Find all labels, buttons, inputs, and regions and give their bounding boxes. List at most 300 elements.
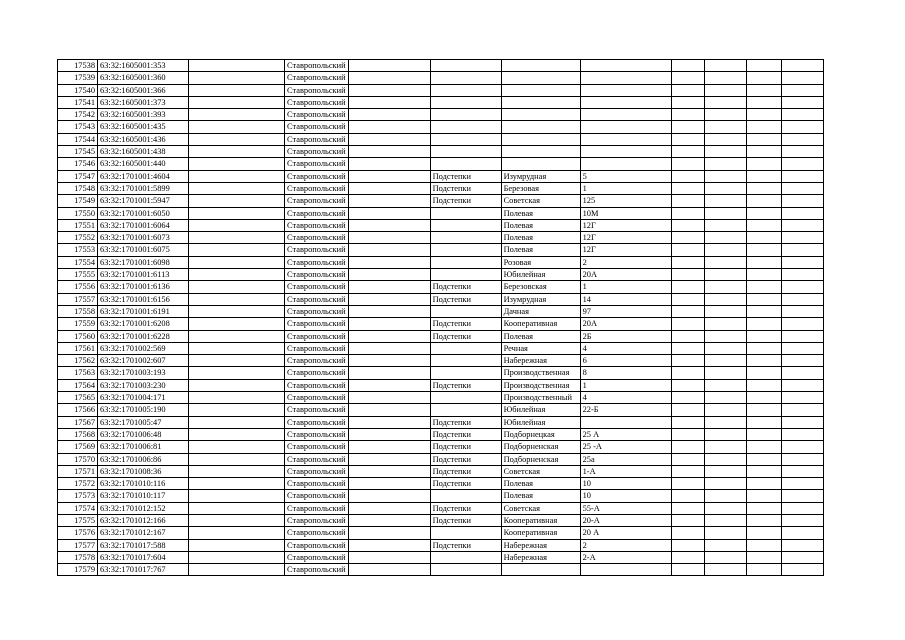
blank-cell-cell <box>671 146 704 158</box>
house-number-cell <box>580 133 671 145</box>
table-row <box>58 293 824 305</box>
house-number-cell <box>580 416 671 428</box>
blank-cell-cell <box>781 244 823 256</box>
row-number-cell: 17543 <box>58 121 98 133</box>
street-cell: Набережная <box>501 551 580 563</box>
blank-cell-cell <box>704 109 746 121</box>
blank-cell-cell <box>781 404 823 416</box>
table-row <box>58 514 824 526</box>
blank-cell-cell <box>746 379 781 391</box>
blank-cell-cell <box>348 182 430 194</box>
row-number-cell: 17553 <box>58 244 98 256</box>
table-row <box>58 539 824 551</box>
row-number-cell: 17556 <box>58 281 98 293</box>
house-number-cell: 5 <box>580 170 671 182</box>
street-cell <box>501 121 580 133</box>
blank-cell-cell <box>704 404 746 416</box>
street-cell <box>501 564 580 576</box>
blank-cell-cell <box>704 281 746 293</box>
cadastral-number-cell: 63:32:1701001:6191 <box>98 305 189 317</box>
blank-cell-cell <box>671 60 704 72</box>
blank-cell-cell <box>671 96 704 108</box>
blank-cell-cell <box>348 244 430 256</box>
blank-cell-cell <box>348 441 430 453</box>
blank-cell-cell <box>704 158 746 170</box>
blank-cell-cell <box>746 514 781 526</box>
settlement-cell: Подстепки <box>430 502 501 514</box>
settlement-cell <box>430 133 501 145</box>
street-cell: Изумрудная <box>501 170 580 182</box>
settlement-cell <box>430 305 501 317</box>
blank-cell-cell <box>671 342 704 354</box>
blank-cell-cell <box>704 478 746 490</box>
street-cell: Розовая <box>501 256 580 268</box>
district-cell: Ставропольский <box>285 514 349 526</box>
blank-cell-cell <box>746 564 781 576</box>
blank-cell-cell <box>781 428 823 440</box>
table-row <box>58 146 824 158</box>
blank-cell-cell <box>348 170 430 182</box>
house-number-cell <box>580 72 671 84</box>
cadastral-number-cell: 63:32:1701017:588 <box>98 539 189 551</box>
blank-cell-cell <box>704 121 746 133</box>
row-number-cell: 17578 <box>58 551 98 563</box>
cadastral-number-cell: 63:32:1701012:167 <box>98 527 189 539</box>
blank-cell-cell <box>704 502 746 514</box>
row-number-cell: 17558 <box>58 305 98 317</box>
row-number-cell: 17573 <box>58 490 98 502</box>
district-cell: Ставропольский <box>285 84 349 96</box>
row-number-cell: 17565 <box>58 392 98 404</box>
district-cell: Ставропольский <box>285 72 349 84</box>
blank-cell-cell <box>781 392 823 404</box>
blank-cell-cell <box>671 318 704 330</box>
blank-cell-cell <box>348 379 430 391</box>
blank-cell-cell <box>746 551 781 563</box>
blank-cell-cell <box>348 158 430 170</box>
house-number-cell <box>580 158 671 170</box>
blank-cell-cell <box>781 355 823 367</box>
blank-cell-cell <box>348 232 430 244</box>
blank-cell-cell <box>189 269 285 281</box>
house-number-cell: 125 <box>580 195 671 207</box>
blank-cell-cell <box>348 219 430 231</box>
blank-cell-cell <box>189 281 285 293</box>
blank-cell-cell <box>348 490 430 502</box>
cadastral-number-cell: 63:32:1605001:435 <box>98 121 189 133</box>
cadastral-number-cell: 63:32:1605001:373 <box>98 96 189 108</box>
blank-cell-cell <box>704 170 746 182</box>
blank-cell-cell <box>348 109 430 121</box>
settlement-cell <box>430 404 501 416</box>
blank-cell-cell <box>671 158 704 170</box>
blank-cell-cell <box>746 441 781 453</box>
street-cell: Полевая <box>501 330 580 342</box>
blank-cell-cell <box>189 453 285 465</box>
blank-cell-cell <box>746 182 781 194</box>
blank-cell-cell <box>781 256 823 268</box>
row-number-cell: 17572 <box>58 478 98 490</box>
blank-cell-cell <box>189 428 285 440</box>
district-cell: Ставропольский <box>285 121 349 133</box>
table-row <box>58 244 824 256</box>
blank-cell-cell <box>746 72 781 84</box>
settlement-cell: Подстепки <box>430 318 501 330</box>
blank-cell-cell <box>671 182 704 194</box>
blank-cell-cell <box>746 478 781 490</box>
street-cell <box>501 96 580 108</box>
blank-cell-cell <box>671 564 704 576</box>
blank-cell-cell <box>781 195 823 207</box>
district-cell: Ставропольский <box>285 441 349 453</box>
blank-cell-cell <box>189 293 285 305</box>
table-row <box>58 453 824 465</box>
blank-cell-cell <box>189 514 285 526</box>
street-cell <box>501 60 580 72</box>
blank-cell-cell <box>781 121 823 133</box>
row-number-cell: 17552 <box>58 232 98 244</box>
settlement-cell <box>430 207 501 219</box>
row-number-cell: 17541 <box>58 96 98 108</box>
street-cell: Полевая <box>501 490 580 502</box>
district-cell: Ставропольский <box>285 330 349 342</box>
blank-cell-cell <box>746 60 781 72</box>
blank-cell-cell <box>189 478 285 490</box>
district-cell: Ставропольский <box>285 355 349 367</box>
blank-cell-cell <box>746 355 781 367</box>
blank-cell-cell <box>746 318 781 330</box>
table-row <box>58 502 824 514</box>
blank-cell-cell <box>671 392 704 404</box>
blank-cell-cell <box>671 490 704 502</box>
blank-cell-cell <box>671 379 704 391</box>
settlement-cell <box>430 355 501 367</box>
blank-cell-cell <box>704 207 746 219</box>
row-number-cell: 17575 <box>58 514 98 526</box>
settlement-cell <box>430 244 501 256</box>
cadastral-number-cell: 63:32:1701006:81 <box>98 441 189 453</box>
table-row <box>58 72 824 84</box>
blank-cell-cell <box>189 256 285 268</box>
blank-cell-cell <box>671 527 704 539</box>
street-cell: Полевая <box>501 232 580 244</box>
district-cell: Ставропольский <box>285 182 349 194</box>
cadastral-number-cell: 63:32:1605001:353 <box>98 60 189 72</box>
blank-cell-cell <box>704 84 746 96</box>
settlement-cell <box>430 342 501 354</box>
blank-cell-cell <box>746 170 781 182</box>
table-row <box>58 96 824 108</box>
blank-cell-cell <box>671 355 704 367</box>
district-cell: Ставропольский <box>285 428 349 440</box>
district-cell: Ставропольский <box>285 453 349 465</box>
blank-cell-cell <box>348 478 430 490</box>
row-number-cell: 17561 <box>58 342 98 354</box>
blank-cell-cell <box>189 121 285 133</box>
row-number-cell: 17540 <box>58 84 98 96</box>
cadastral-number-cell: 63:32:1701001:5899 <box>98 182 189 194</box>
row-number-cell: 17576 <box>58 527 98 539</box>
cadastral-number-cell: 63:32:1701001:6064 <box>98 219 189 231</box>
cadastral-number-cell: 63:32:1701003:230 <box>98 379 189 391</box>
blank-cell-cell <box>704 232 746 244</box>
house-number-cell: 20-А <box>580 514 671 526</box>
street-cell: Советская <box>501 195 580 207</box>
blank-cell-cell <box>746 342 781 354</box>
blank-cell-cell <box>781 219 823 231</box>
district-cell: Ставропольский <box>285 60 349 72</box>
house-number-cell <box>580 564 671 576</box>
table-row <box>58 551 824 563</box>
blank-cell-cell <box>704 379 746 391</box>
blank-cell-cell <box>189 96 285 108</box>
blank-cell-cell <box>746 195 781 207</box>
blank-cell-cell <box>704 72 746 84</box>
cadastral-number-cell: 63:32:1701002:607 <box>98 355 189 367</box>
house-number-cell: 2 <box>580 256 671 268</box>
table-row <box>58 478 824 490</box>
cadastral-number-cell: 63:32:1701001:6073 <box>98 232 189 244</box>
house-number-cell <box>580 121 671 133</box>
cadastral-number-cell: 63:32:1701001:6228 <box>98 330 189 342</box>
blank-cell-cell <box>704 392 746 404</box>
street-cell: Юбилейная <box>501 416 580 428</box>
blank-cell-cell <box>348 72 430 84</box>
blank-cell-cell <box>348 355 430 367</box>
blank-cell-cell <box>704 355 746 367</box>
blank-cell-cell <box>781 305 823 317</box>
row-number-cell: 17579 <box>58 564 98 576</box>
house-number-cell: 20А <box>580 318 671 330</box>
cadastral-number-cell: 63:32:1701006:86 <box>98 453 189 465</box>
street-cell <box>501 146 580 158</box>
blank-cell-cell <box>671 478 704 490</box>
district-cell: Ставропольский <box>285 490 349 502</box>
district-cell: Ставропольский <box>285 269 349 281</box>
house-number-cell: 20 А <box>580 527 671 539</box>
row-number-cell: 17547 <box>58 170 98 182</box>
blank-cell-cell <box>781 318 823 330</box>
blank-cell-cell <box>746 392 781 404</box>
blank-cell-cell <box>746 527 781 539</box>
settlement-cell <box>430 367 501 379</box>
blank-cell-cell <box>781 330 823 342</box>
row-number-cell: 17554 <box>58 256 98 268</box>
blank-cell-cell <box>348 207 430 219</box>
settlement-cell: Подстепки <box>430 281 501 293</box>
street-cell: Полевая <box>501 478 580 490</box>
blank-cell-cell <box>704 293 746 305</box>
blank-cell-cell <box>781 182 823 194</box>
street-cell: Полевая <box>501 219 580 231</box>
blank-cell-cell <box>781 281 823 293</box>
table-row <box>58 195 824 207</box>
blank-cell-cell <box>671 293 704 305</box>
settlement-cell: Подстепки <box>430 170 501 182</box>
blank-cell-cell <box>746 367 781 379</box>
settlement-cell <box>430 96 501 108</box>
blank-cell-cell <box>189 146 285 158</box>
cadastral-number-cell: 63:32:1701010:117 <box>98 490 189 502</box>
settlement-cell: Подстепки <box>430 539 501 551</box>
cadastral-number-cell: 63:32:1605001:393 <box>98 109 189 121</box>
row-number-cell: 17551 <box>58 219 98 231</box>
blank-cell-cell <box>189 170 285 182</box>
cadastral-number-cell: 63:32:1701001:6075 <box>98 244 189 256</box>
blank-cell-cell <box>746 281 781 293</box>
blank-cell-cell <box>189 404 285 416</box>
blank-cell-cell <box>348 195 430 207</box>
blank-cell-cell <box>746 416 781 428</box>
settlement-cell: Подстепки <box>430 478 501 490</box>
blank-cell-cell <box>746 490 781 502</box>
street-cell: Подборнецкая <box>501 428 580 440</box>
blank-cell-cell <box>348 256 430 268</box>
blank-cell-cell <box>746 158 781 170</box>
district-cell: Ставропольский <box>285 342 349 354</box>
cadastral-number-cell: 63:32:1701001:6050 <box>98 207 189 219</box>
blank-cell-cell <box>671 269 704 281</box>
blank-cell-cell <box>704 551 746 563</box>
street-cell <box>501 72 580 84</box>
district-cell: Ставропольский <box>285 416 349 428</box>
blank-cell-cell <box>781 158 823 170</box>
street-cell <box>501 84 580 96</box>
district-cell: Ставропольский <box>285 133 349 145</box>
street-cell: Полевая <box>501 244 580 256</box>
blank-cell-cell <box>348 564 430 576</box>
settlement-cell <box>430 60 501 72</box>
table-row <box>58 109 824 121</box>
blank-cell-cell <box>704 539 746 551</box>
district-cell: Ставропольский <box>285 502 349 514</box>
blank-cell-cell <box>781 170 823 182</box>
settlement-cell <box>430 256 501 268</box>
settlement-cell <box>430 121 501 133</box>
street-cell: Набережная <box>501 355 580 367</box>
blank-cell-cell <box>348 342 430 354</box>
blank-cell-cell <box>746 539 781 551</box>
table-row <box>58 379 824 391</box>
blank-cell-cell <box>348 133 430 145</box>
table-row <box>58 121 824 133</box>
street-cell: Речная <box>501 342 580 354</box>
house-number-cell: 8 <box>580 367 671 379</box>
blank-cell-cell <box>746 232 781 244</box>
house-number-cell: 10 <box>580 478 671 490</box>
blank-cell-cell <box>348 551 430 563</box>
table-row <box>58 232 824 244</box>
table-row <box>58 465 824 477</box>
blank-cell-cell <box>671 219 704 231</box>
row-number-cell: 17545 <box>58 146 98 158</box>
row-number-cell: 17555 <box>58 269 98 281</box>
blank-cell-cell <box>348 502 430 514</box>
blank-cell-cell <box>781 416 823 428</box>
row-number-cell: 17559 <box>58 318 98 330</box>
cadastral-number-cell: 63:32:1701017:604 <box>98 551 189 563</box>
blank-cell-cell <box>671 453 704 465</box>
street-cell: Кооперативная <box>501 527 580 539</box>
house-number-cell: 22-Б <box>580 404 671 416</box>
blank-cell-cell <box>671 133 704 145</box>
blank-cell-cell <box>348 404 430 416</box>
blank-cell-cell <box>189 72 285 84</box>
cadastral-number-cell: 63:32:1605001:436 <box>98 133 189 145</box>
blank-cell-cell <box>189 305 285 317</box>
street-cell: Производственная <box>501 379 580 391</box>
cadastral-number-cell: 63:32:1701001:6156 <box>98 293 189 305</box>
blank-cell-cell <box>781 551 823 563</box>
blank-cell-cell <box>746 453 781 465</box>
table-row <box>58 170 824 182</box>
cadastral-number-cell: 63:32:1605001:366 <box>98 84 189 96</box>
blank-cell-cell <box>781 232 823 244</box>
cadastral-number-cell: 63:32:1701001:4604 <box>98 170 189 182</box>
table-row <box>58 281 824 293</box>
blank-cell-cell <box>746 502 781 514</box>
blank-cell-cell <box>671 416 704 428</box>
house-number-cell <box>580 109 671 121</box>
table-row <box>58 392 824 404</box>
blank-cell-cell <box>671 367 704 379</box>
cadastral-number-cell: 63:32:1701001:6208 <box>98 318 189 330</box>
cadastral-number-cell: 63:32:1605001:438 <box>98 146 189 158</box>
house-number-cell: 10М <box>580 207 671 219</box>
blank-cell-cell <box>189 527 285 539</box>
blank-cell-cell <box>348 527 430 539</box>
blank-cell-cell <box>704 342 746 354</box>
row-number-cell: 17560 <box>58 330 98 342</box>
blank-cell-cell <box>348 514 430 526</box>
district-cell: Ставропольский <box>285 367 349 379</box>
blank-cell-cell <box>671 195 704 207</box>
blank-cell-cell <box>348 428 430 440</box>
cadastral-number-cell: 63:32:1701001:6113 <box>98 269 189 281</box>
blank-cell-cell <box>348 367 430 379</box>
row-number-cell: 17546 <box>58 158 98 170</box>
street-cell: Набережная <box>501 539 580 551</box>
row-number-cell: 17570 <box>58 453 98 465</box>
blank-cell-cell <box>189 490 285 502</box>
blank-cell-cell <box>704 465 746 477</box>
blank-cell-cell <box>189 182 285 194</box>
settlement-cell <box>430 219 501 231</box>
settlement-cell <box>430 72 501 84</box>
blank-cell-cell <box>671 514 704 526</box>
row-number-cell: 17569 <box>58 441 98 453</box>
blank-cell-cell <box>189 539 285 551</box>
row-number-cell: 17539 <box>58 72 98 84</box>
settlement-cell: Подстепки <box>430 428 501 440</box>
settlement-cell: Подстепки <box>430 453 501 465</box>
row-number-cell: 17574 <box>58 502 98 514</box>
blank-cell-cell <box>746 207 781 219</box>
district-cell: Ставропольский <box>285 96 349 108</box>
cadastral-number-cell: 63:32:1701012:152 <box>98 502 189 514</box>
table-row <box>58 256 824 268</box>
district-cell: Ставропольский <box>285 219 349 231</box>
house-number-cell: 1 <box>580 379 671 391</box>
blank-cell-cell <box>671 441 704 453</box>
table-row <box>58 207 824 219</box>
blank-cell-cell <box>189 195 285 207</box>
street-cell: Березовская <box>501 281 580 293</box>
district-cell: Ставропольский <box>285 244 349 256</box>
blank-cell-cell <box>781 342 823 354</box>
house-number-cell <box>580 96 671 108</box>
house-number-cell <box>580 60 671 72</box>
